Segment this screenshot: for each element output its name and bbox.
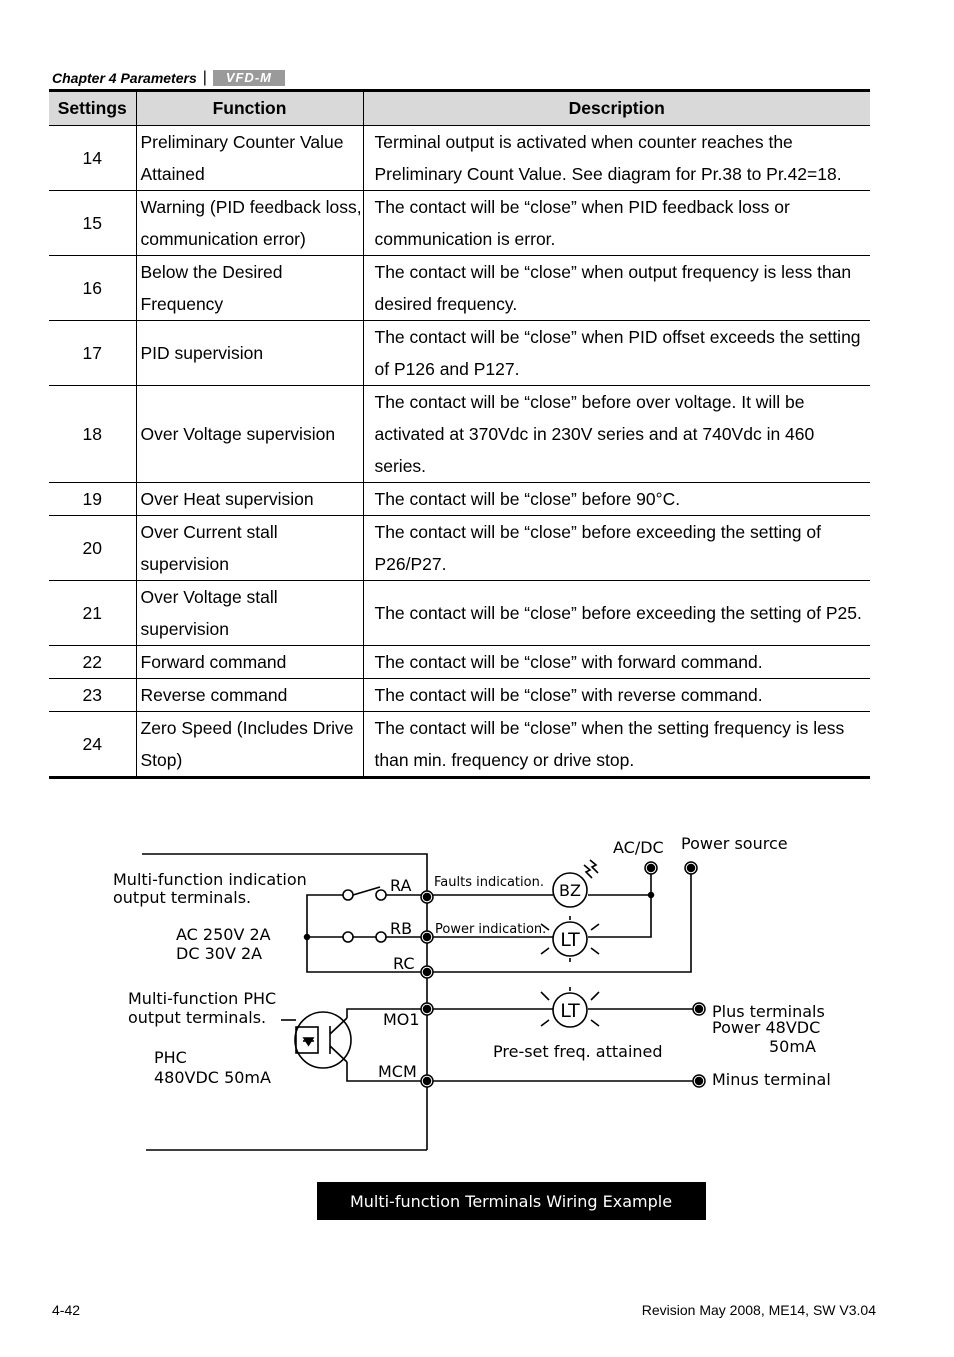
current-50ma-label: 50mA <box>769 1037 816 1056</box>
table-row <box>49 321 870 386</box>
setting-cell: 18 <box>49 386 136 483</box>
power-indication-label: Power indication. <box>435 922 547 937</box>
terminal-mcm-label: MCM <box>378 1062 417 1081</box>
setting-cell: 16 <box>49 256 136 321</box>
header-description: Description <box>363 91 870 126</box>
function-cell: PID supervision <box>136 321 363 386</box>
description-cell: The contact will be “close” before exceeding the setting of P26/P27. <box>363 516 870 581</box>
setting-cell: 22 <box>49 646 136 679</box>
description-cell: The contact will be “close” before over voltage. It will be activated at 370Vdc in 230V series and at 740Vdc in 460 series. <box>363 386 870 483</box>
chapter-title: Chapter 4 Parameters <box>52 70 197 86</box>
power-source-label: Power source <box>681 834 788 853</box>
function-cell: Reverse command <box>136 679 363 712</box>
table-row <box>49 256 870 321</box>
phc-output-label-2: output terminals. <box>128 1008 267 1027</box>
mf-indication-label-1: Multi-function indication <box>113 870 307 889</box>
function-cell: Over Current stall supervision <box>136 516 363 581</box>
header-separator: | <box>202 69 207 86</box>
plus-terminals-label: Plus terminals <box>712 1002 825 1021</box>
phc-rating-label: 480VDC 50mA <box>154 1068 271 1087</box>
settings-table <box>49 89 870 779</box>
header-function: Function <box>136 91 363 126</box>
description-cell: Terminal output is activated when counter reaches the Preliminary Count Value. See diagram for Pr.38 to Pr.42=18. <box>363 126 870 191</box>
page-header <box>52 68 285 88</box>
function-cell: Forward command <box>136 646 363 679</box>
table-row <box>49 646 870 679</box>
description-cell: The contact will be “close” when the setting frequency is less than min. frequency or drive stop. <box>363 712 870 778</box>
table-row <box>49 126 870 191</box>
function-cell: Preliminary Counter Value Attained <box>136 126 363 191</box>
setting-cell: 20 <box>49 516 136 581</box>
table-row <box>49 483 870 516</box>
terminal-rb-label: RB <box>390 919 413 938</box>
mf-indication-label-2: output terminals. <box>113 888 252 907</box>
table-row <box>49 516 870 581</box>
description-cell: The contact will be “close” when PID offset exceeds the setting of P126 and P127. <box>363 321 870 386</box>
description-cell: The contact will be “close” when PID feedback loss or communication is error. <box>363 191 870 256</box>
minus-terminal-label: Minus terminal <box>712 1070 831 1089</box>
acdc-label: AC/DC <box>613 838 664 857</box>
table-row <box>49 386 870 483</box>
function-cell: Over Heat supervision <box>136 483 363 516</box>
lamp-label-1: LT <box>560 929 580 951</box>
setting-cell: 24 <box>49 712 136 778</box>
terminal-mo1-label: MO1 <box>383 1010 420 1029</box>
function-cell: Below the Desired Frequency <box>136 256 363 321</box>
table-row <box>49 679 870 712</box>
faults-indication-label: Faults indication. <box>434 875 544 890</box>
setting-cell: 23 <box>49 679 136 712</box>
setting-cell: 17 <box>49 321 136 386</box>
header-settings: Settings <box>49 91 136 126</box>
wiring-diagram <box>0 820 954 1240</box>
setting-cell: 21 <box>49 581 136 646</box>
table-row <box>49 581 870 646</box>
function-cell: Over Voltage supervision <box>136 386 363 483</box>
preset-freq-label: Pre-set freq. attained <box>493 1042 663 1061</box>
diagram-caption: Multi-function Terminals Wiring Example <box>349 1192 673 1211</box>
table-row <box>49 712 870 778</box>
buzzer-label: BZ <box>559 881 581 900</box>
table-row <box>49 191 870 256</box>
setting-cell: 19 <box>49 483 136 516</box>
phc-output-label-1: Multi-function PHC <box>128 989 277 1008</box>
setting-cell: 15 <box>49 191 136 256</box>
description-cell: The contact will be “close” with forward command. <box>363 646 870 679</box>
description-cell: The contact will be “close” before exceeding the setting of P25. <box>363 581 870 646</box>
description-cell: The contact will be “close” when output frequency is less than desired frequency. <box>363 256 870 321</box>
vfd-m-logo: VFD-M <box>213 70 285 86</box>
description-cell: The contact will be “close” before 90°C. <box>363 483 870 516</box>
ac-rating-label: AC 250V 2A <box>176 925 271 944</box>
lamp-label-2: LT <box>560 1000 580 1022</box>
description-cell: The contact will be “close” with reverse command. <box>363 679 870 712</box>
table-header-row <box>49 91 870 126</box>
function-cell: Over Voltage stall supervision <box>136 581 363 646</box>
page-number: 4-42 <box>52 1302 81 1318</box>
revision-info: Revision May 2008, ME14, SW V3.04 <box>641 1302 876 1318</box>
terminal-ra-label: RA <box>390 876 412 895</box>
setting-cell: 14 <box>49 126 136 191</box>
function-cell: Warning (PID feedback loss, communication error) <box>136 191 363 256</box>
function-cell: Zero Speed (Includes Drive Stop) <box>136 712 363 778</box>
phc-label: PHC <box>154 1048 187 1067</box>
power-48vdc-label: Power 48VDC <box>712 1018 821 1037</box>
dc-rating-label: DC 30V 2A <box>176 944 263 963</box>
terminal-rc-label: RC <box>393 954 415 973</box>
